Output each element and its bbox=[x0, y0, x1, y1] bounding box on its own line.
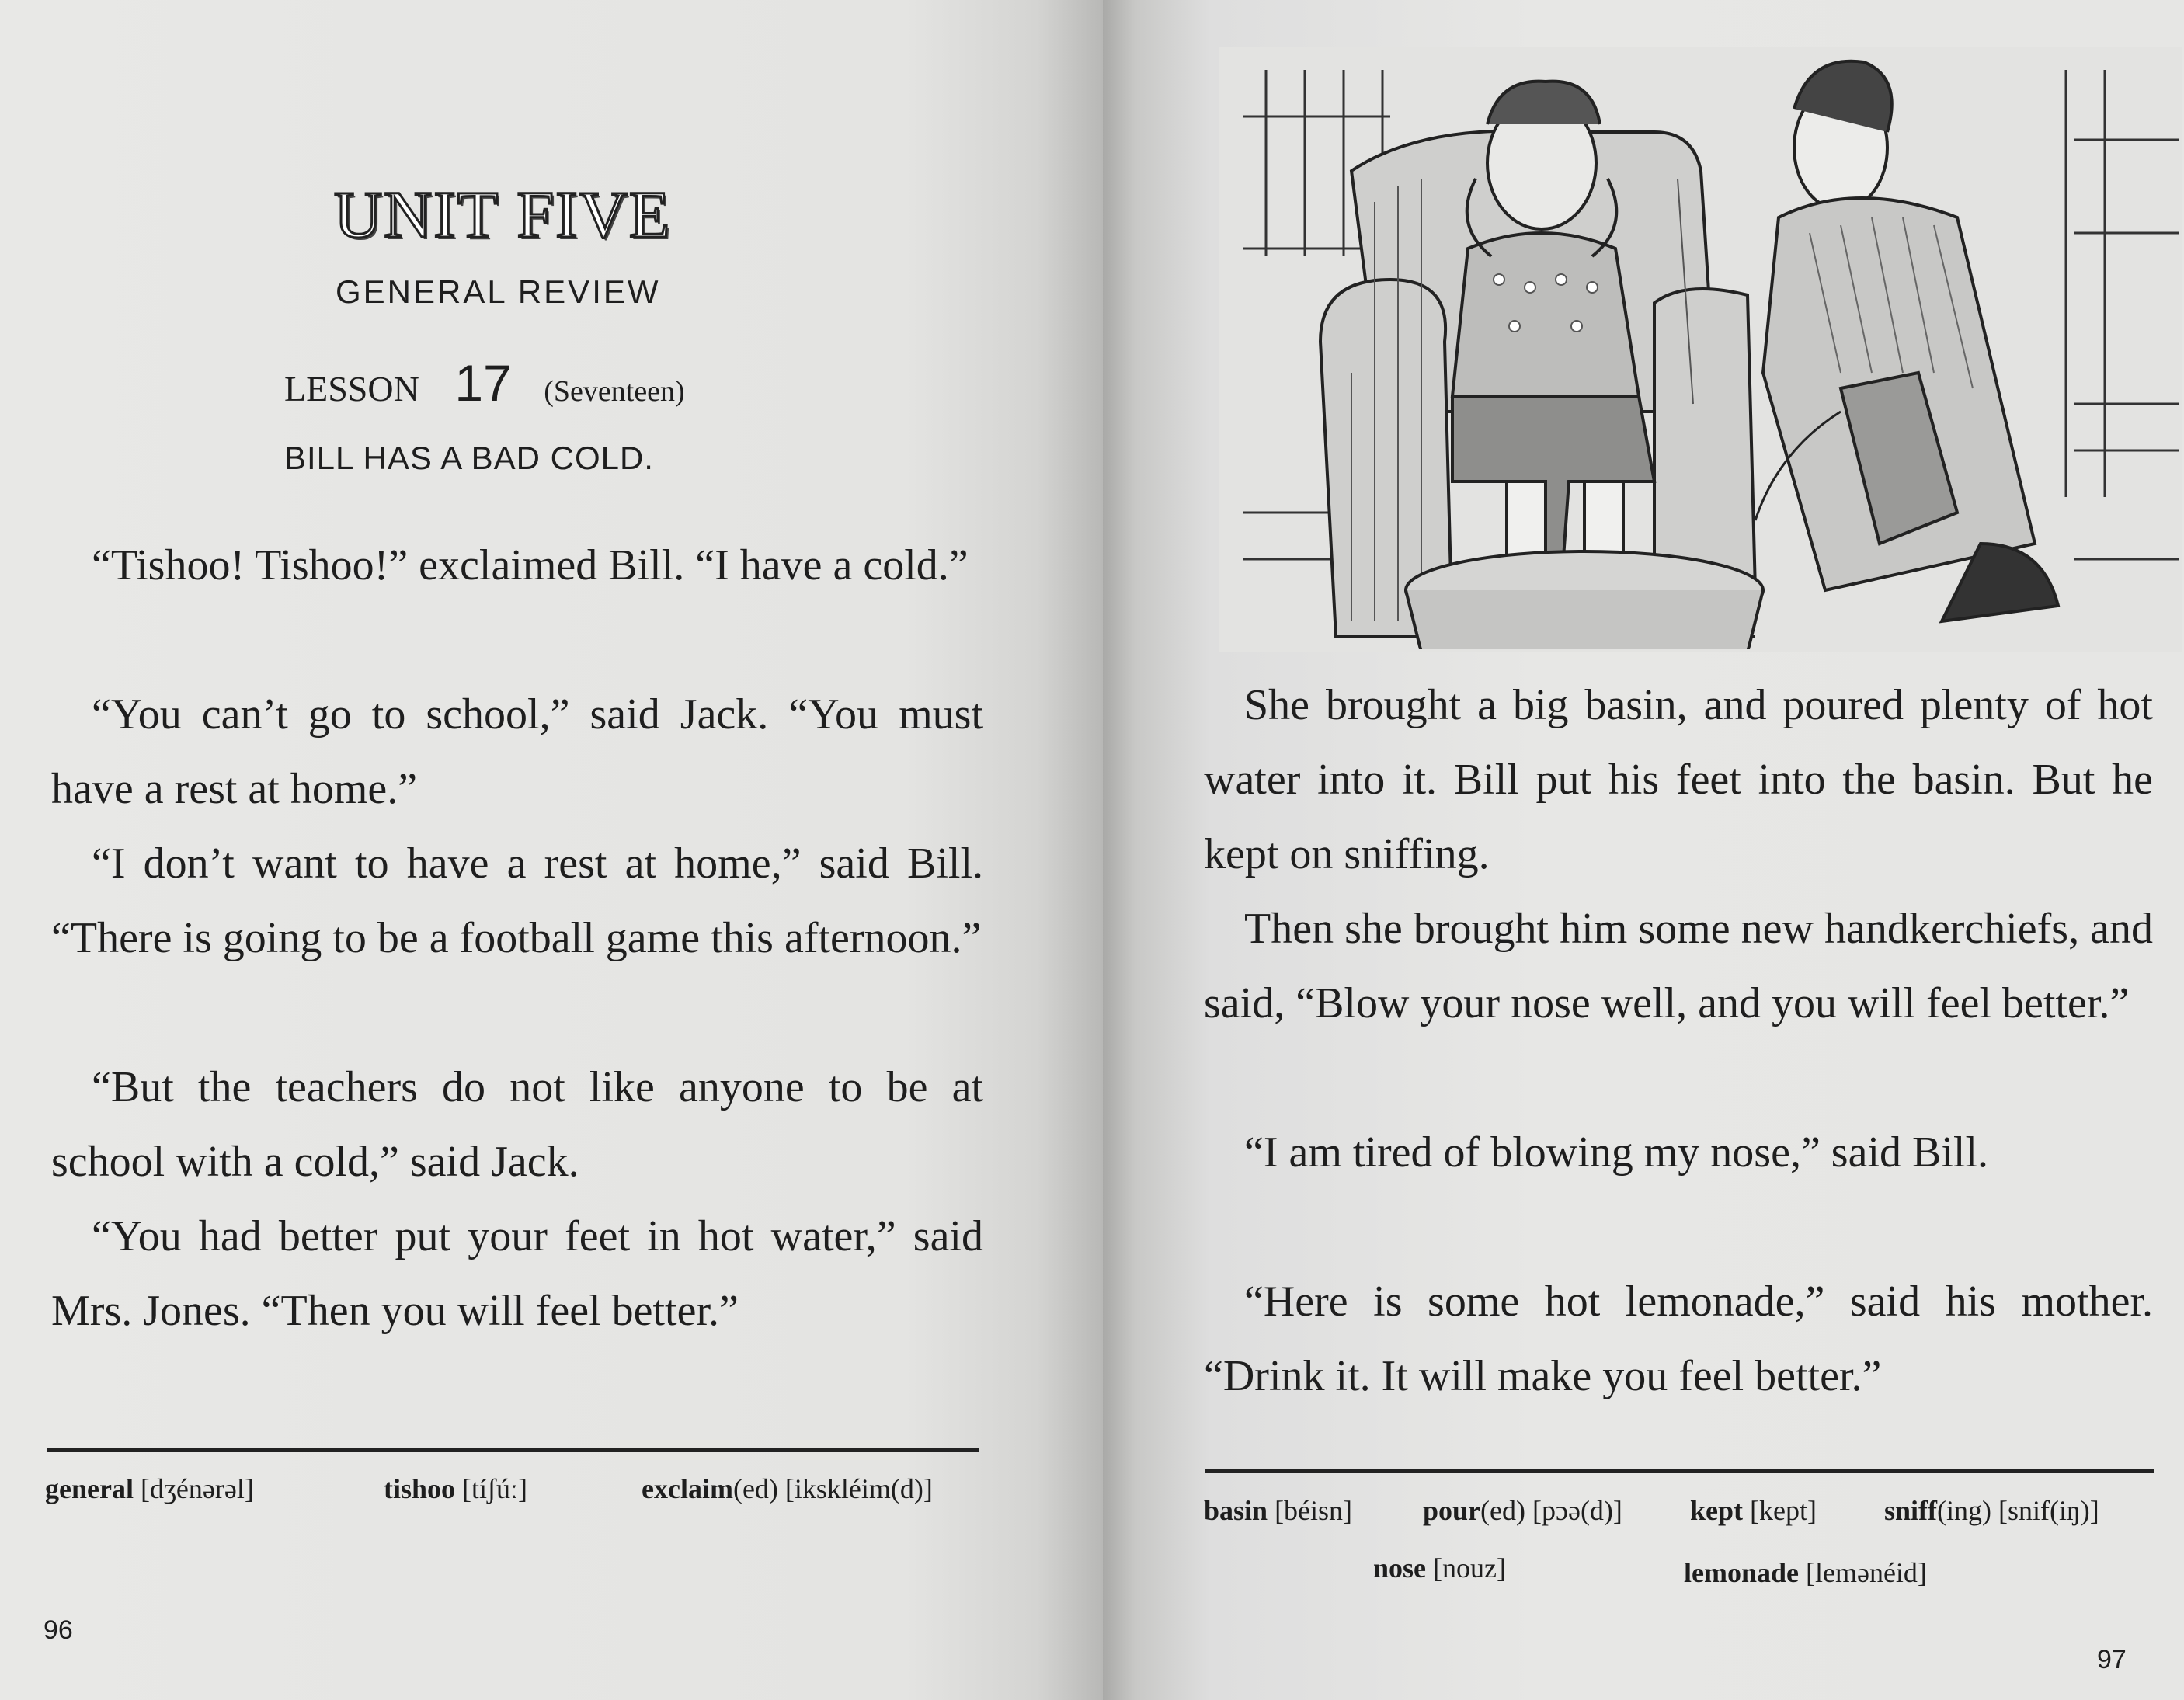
vocab-entry: basin [béisn] bbox=[1204, 1495, 1353, 1526]
lesson-title: BILL HAS A BAD COLD. bbox=[284, 440, 654, 476]
illustration-image bbox=[1219, 47, 2182, 652]
lesson-label: LESSON bbox=[284, 369, 419, 408]
paragraph: “But the teachers do not like anyone to be at school with a cold,” said Jack. bbox=[51, 1063, 983, 1186]
vocab-entry: nose [nouz] bbox=[1373, 1552, 1506, 1584]
vocab-entry: exclaim(ed) [ikskléim(d)] bbox=[642, 1473, 933, 1504]
paragraph: “You had better put your feet in hot water,” said Mrs. Jones. “Then you will feel better.” bbox=[51, 1212, 983, 1335]
paragraph: Then she brought him some new handkerchiefs, and said, “Blow your nose well, and you will feel better.” bbox=[1204, 905, 2153, 1027]
paragraph: “Tishoo! Tishoo!” exclaimed Bill. “I have a cold.” bbox=[92, 541, 969, 589]
unit-subtitle: GENERAL REVIEW bbox=[336, 273, 661, 310]
unit-title: UNIT FIVE bbox=[334, 177, 672, 252]
lesson-heading bbox=[284, 353, 685, 412]
vocab-entry: general [dʒénərəl] bbox=[45, 1473, 254, 1504]
right-page bbox=[1103, 0, 2184, 1700]
paragraph: She brought a big basin, and poured plenty of hot water into it. Bill put his feet into the basin. But he kept on sniffing. bbox=[1204, 681, 2153, 878]
page-number: 97 bbox=[2097, 1645, 2127, 1674]
lesson-number: 17 bbox=[454, 354, 512, 412]
paragraph: “You can’t go to school,” said Jack. “You must have a rest at home.” bbox=[51, 690, 983, 813]
divider-rule bbox=[1205, 1469, 2154, 1473]
lesson-number-word: (Seventeen) bbox=[544, 375, 685, 408]
paragraph: “I am tired of blowing my nose,” said Bill. bbox=[1244, 1128, 1989, 1177]
vocab-entry: tishoo [tíʃúː] bbox=[384, 1473, 528, 1504]
vocab-entry: sniff(ing) [snif(iŋ)] bbox=[1884, 1495, 2099, 1526]
vocab-entry: lemonade [lemənéid] bbox=[1684, 1557, 1927, 1588]
vocab-entry: kept [kept] bbox=[1690, 1495, 1817, 1526]
vocab-entry: pour(ed) [pɔə(d)] bbox=[1423, 1495, 1622, 1526]
paragraph: “I don’t want to have a rest at home,” said Bill. “There is going to be a football game this afternoon.” bbox=[51, 840, 983, 962]
paragraph: “Here is some hot lemonade,” said his mother. “Drink it. It will make you feel better.” bbox=[1204, 1278, 2153, 1400]
page-number: 96 bbox=[43, 1615, 73, 1645]
divider-rule bbox=[47, 1448, 979, 1452]
